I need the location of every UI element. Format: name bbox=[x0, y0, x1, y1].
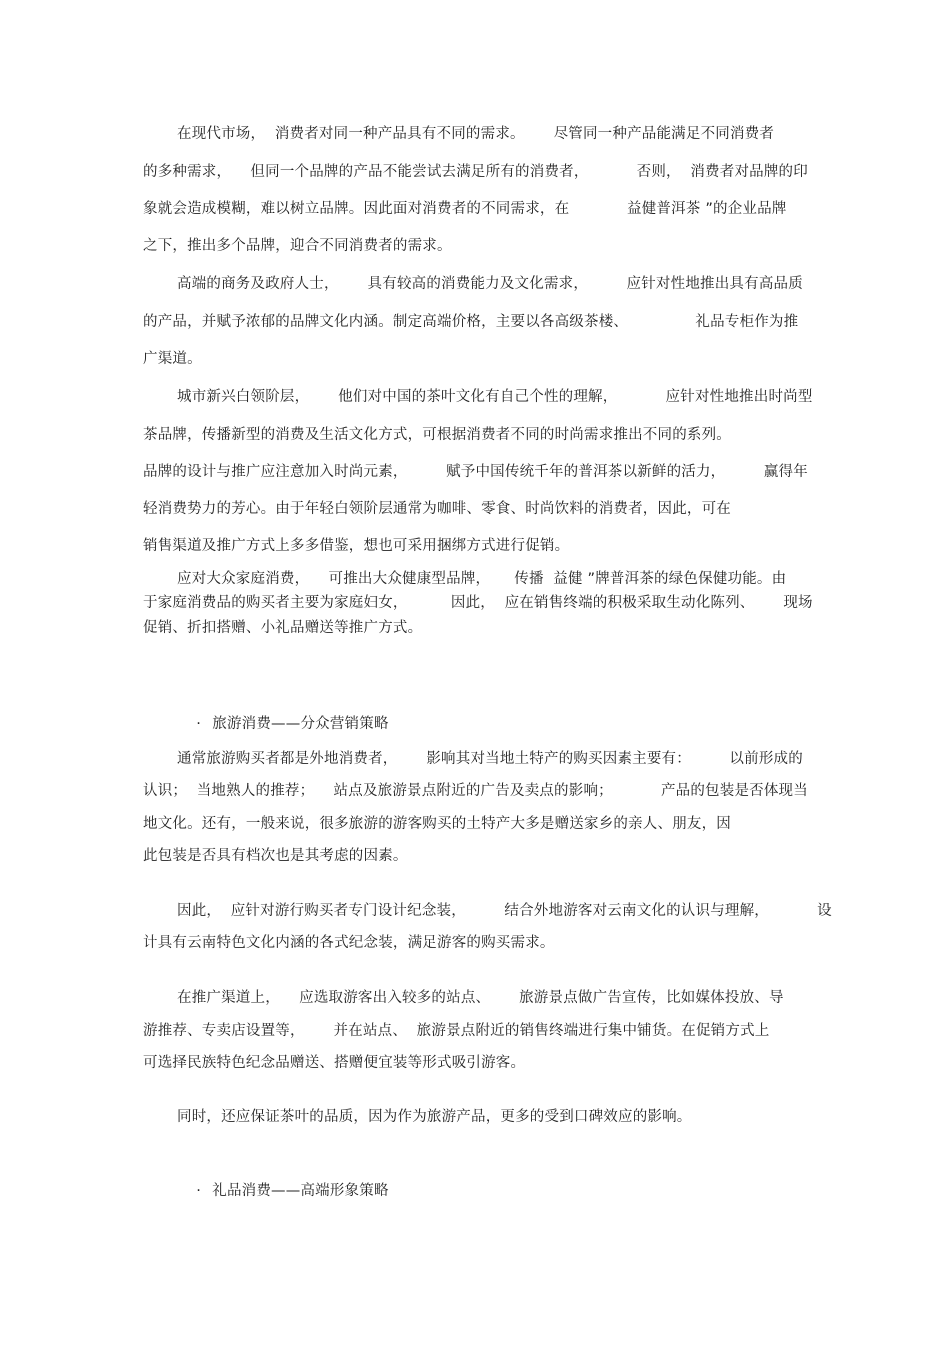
bullet-icon: · bbox=[196, 716, 202, 732]
text-line: 此包装是否具有档次也是其考虑的因素。 bbox=[143, 848, 408, 864]
text-line: 销售渠道及推广方式上多多借鉴，想也可采用捆绑方式进行促销。 bbox=[143, 538, 570, 554]
text-line: 于家庭消费品的购买者主要为家庭妇女， 因此， 应在销售终端的积极采取生动化陈列、 现场 bbox=[143, 595, 813, 611]
text-line: 认识； 当地熟人的推荐； 站点及旅游景点附近的广告及卖点的影响； 产品的包装是否体现当 bbox=[143, 783, 808, 799]
text-line: 因此， 应针对游行购买者专门设计纪念装， 结合外地游客对云南文化的认识与理解， 设 bbox=[177, 903, 832, 919]
text-line: 茶品牌，传播新型的消费及生活文化方式，可根据消费者不同的时尚需求推出不同的系列。 bbox=[143, 427, 731, 443]
text-line: 游推荐、专卖店设置等， 并在站点、 旅游景点附近的销售终端进行集中铺货。在促销方式上 bbox=[143, 1023, 770, 1039]
text-line: 广渠道。 bbox=[143, 351, 202, 367]
text-line: 高端的商务及政府人士， 具有较高的消费能力及文化需求， 应针对性地推出具有高品质 bbox=[177, 276, 803, 292]
text-line: 象就会造成模糊，难以树立品牌。因此面对消费者的不同需求，在 益健普洱茶 ”的企业品牌 bbox=[143, 201, 787, 217]
section-heading-tourism bbox=[177, 694, 389, 754]
text-line: 城市新兴白领阶层， 他们对中国的茶叶文化有自己个性的理解， 应针对性地推出时尚型 bbox=[177, 389, 813, 405]
text-line: 同时，还应保证茶叶的品质，因为作为旅游产品，更多的受到口碑效应的影响。 bbox=[177, 1109, 692, 1125]
text-line: 在推广渠道上， 应选取游客出入较多的站点、 旅游景点做广告宣传，比如媒体投放、导 bbox=[177, 990, 784, 1006]
text-line: 在现代市场， 消费者对同一种产品具有不同的需求。 尽管同一种产品能满足不同消费者 bbox=[177, 126, 775, 142]
text-line: 之下，推出多个品牌，迎合不同消费者的需求。 bbox=[143, 238, 452, 254]
section-heading-gift bbox=[177, 1161, 389, 1221]
text-line: 计具有云南特色文化内涵的各式纪念装，满足游客的购买需求。 bbox=[143, 935, 555, 951]
text-line: 通常旅游购买者都是外地消费者， 影响其对当地土特产的购买因素主要有： 以前形成的 bbox=[177, 751, 803, 767]
text-line: 应对大众家庭消费， 可推出大众健康型品牌， 传播 益健 ”牌普洱茶的绿色保健功能。由 bbox=[177, 571, 787, 587]
section-heading-text: 礼品消费——高端形象策略 bbox=[212, 1183, 389, 1199]
text-line: 可选择民族特色纪念品赠送、搭赠便宜装等形式吸引游客。 bbox=[143, 1055, 526, 1071]
text-line: 地文化。还有，一般来说，很多旅游的游客购买的土特产大多是赠送家乡的亲人、朋友，因 bbox=[143, 816, 731, 832]
section-heading-text: 旅游消费——分众营销策略 bbox=[212, 716, 389, 732]
text-line: 促销、折扣搭赠、小礼品赠送等推广方式。 bbox=[143, 620, 423, 636]
text-line: 的多种需求， 但同一个品牌的产品不能尝试去满足所有的消费者， 否则， 消费者对品牌的印 bbox=[143, 164, 808, 180]
bullet-icon: · bbox=[196, 1183, 202, 1199]
text-line: 品牌的设计与推广应注意加入时尚元素， 赋予中国传统千年的普洱茶以新鲜的活力， 赢得年 bbox=[143, 464, 808, 480]
text-line: 轻消费势力的芳心。由于年轻白领阶层通常为咖啡、零食、时尚饮料的消费者，因此，可在 bbox=[143, 501, 731, 517]
text-line: 的产品，并赋予浓郁的品牌文化内涵。制定高端价格，主要以各高级茶楼、 礼品专柜作为推 bbox=[143, 314, 799, 330]
